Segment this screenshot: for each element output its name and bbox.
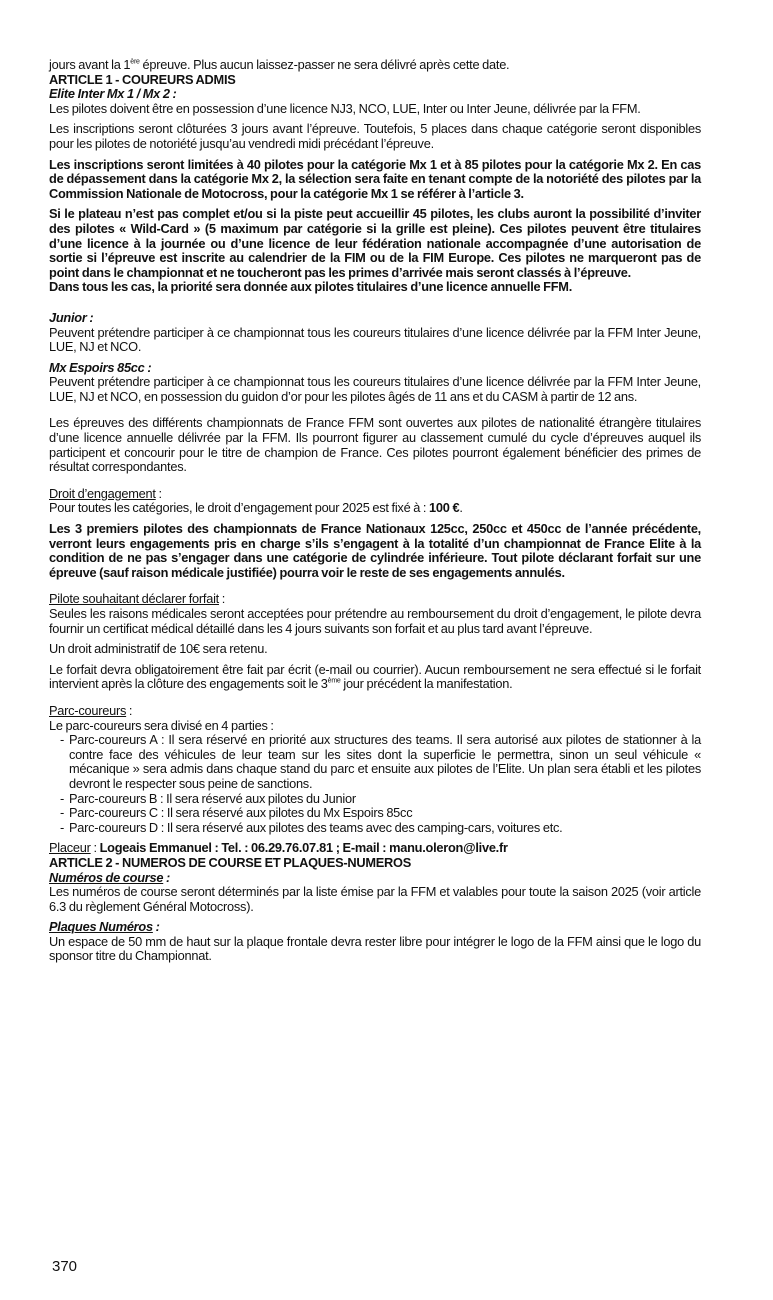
list-item: - Parc-coureurs A : Il sera réservé en priorité aux structures des teams. Il sera autorisé aux pilotes de stationner à la contre face des véhicules de leur team sur les sites dont la superficie le permettra, sinon un seul véhicule « mécanique » sera admis dans chaque stand du parc et ensuite aux pilotes de l’Elite. Un plan sera établi et les pilotes devront le respecter sous peine de sanctions. (60, 733, 701, 791)
droit-engagement-line: Pour toutes les catégories, le droit d’engagement pour 2025 est fixé à : 100 €. (49, 500, 463, 516)
forfait-paragraph-2: Un droit administratif de 10€ sera retenu. (49, 641, 268, 657)
page-number: 370 (52, 1258, 78, 1275)
espoirs-paragraph: Peuvent prétendre participer à ce championnat tous les coureurs titulaires d’une licence délivrée par la FFM Inter Jeune, LUE, NJ et NCO, en possession du guidon d’or pour les pilotes âgés de 11 ans et du CASM à partir de 12 ans. (49, 374, 701, 404)
droit-engagement-bold-paragraph: Les 3 premiers pilotes des championnats de France Nationaux 125cc, 250cc et 450cc de l’année précédente, verront leurs engagements pris en charge s’ils s’engagent à la totalité d’un championnat de France Elite à la condition de ne pas s’engager dans une catégorie de cylindrée inférieure. Tout pilote déclarant forfait sur une épreuve (sauf raison médicale justifiée) pourra voir le reste de ses engagements annulés. (49, 521, 701, 580)
intro-paragraph: jours avant la 1ère épreuve. Plus aucun laissez-passer ne sera délivré après cette date. (49, 57, 510, 72)
parc-coureurs-list (49, 733, 701, 835)
list-item: - Parc-coureurs B : Il sera réservé aux pilotes du Junior (60, 792, 701, 807)
engagement-amount: 100 € (429, 500, 460, 516)
list-item: - Parc-coureurs C : Il sera réservé aux pilotes du Mx Espoirs 85cc (60, 806, 701, 821)
forfait-paragraph-3: Le forfait devra obligatoirement être fait par écrit (e-mail ou courrier). Aucun remboursement ne sera effectué si le forfait intervient après la clôture des engagements soit le 3ème jour précédent la manifestation. (49, 661, 701, 692)
forfait-label: Pilote souhaitant déclarer forfait : (49, 591, 226, 607)
article-2-heading: ARTICLE 2 - NUMEROS DE COURSE ET PLAQUES-NUMEROS (49, 854, 412, 870)
junior-title: Junior : (49, 309, 94, 325)
parc-coureurs-intro: Le parc-coureurs sera divisé en 4 parties : (49, 717, 274, 733)
droit-engagement-label: Droit d’engagement : (49, 485, 162, 501)
espoirs-title: Mx Espoirs 85cc : (49, 359, 152, 375)
placeur-contact: Logeais Emmanuel : Tel. : 06.29.76.07.81 ; E-mail : manu.oleron@live.fr (99, 840, 508, 856)
article-1-heading: ARTICLE 1 - COUREURS ADMIS (49, 71, 236, 87)
numeros-course-title: Numéros de course : (49, 869, 171, 885)
elite-paragraph-1: Les pilotes doivent être en possession d’une licence NJ3, NCO, LUE, Inter ou Inter Jeune, délivrée par la FFM. (49, 100, 641, 116)
plaques-numeros-paragraph: Un espace de 50 mm de haut sur la plaque frontale devra rester libre pour intégrer le logo de la FFM ainsi que le logo du sponsor titre du Championnat. (49, 933, 701, 964)
elite-title: Elite Inter Mx 1 / Mx 2 : (49, 86, 177, 102)
elite-paragraph-3: Les inscriptions seront limitées à 40 pilotes pour la catégorie Mx 1 et à 85 pilotes pour la catégorie Mx 2. En cas de dépassement dans la catégorie Mx 2, la sélection sera faite en tenant compte de la notoriété des pilotes par la Commission Nationale de Motocross, pour la catégorie Mx 1 se référer à l’article 3. (49, 156, 701, 201)
junior-paragraph: Peuvent prétendre participer à ce championnat tous les coureurs titulaires d’une licence délivrée par la FFM Inter Jeune, LUE, NJ et NCO. (49, 324, 701, 355)
placeur-line: Placeur : Logeais Emmanuel : Tel. : 06.29.76.07.81 ; E-mail : manu.oleron@live.fr (49, 840, 508, 856)
plaques-numeros-title: Plaques Numéros : (49, 919, 160, 935)
elite-paragraph-2: Les inscriptions seront clôturées 3 jours avant l’épreuve. Toutefois, 5 places dans chaque catégorie seront disponibles pour les pilotes de notoriété jusqu’au vendredi midi précédant l’épreuve. (49, 121, 701, 151)
elite-paragraph-4: Si le plateau n’est pas complet et/ou si la piste peut accueillir 45 pilotes, les clubs auront la possibilité d’inviter des pilotes « Wild-Card » (5 maximum par catégorie si la grille est pleine). Ces pilotes peuvent être titulaires d’une licence à la journée ou d’une licence de leur fédération nationale accompagnée d’une autorisation de sortie si l’épreuve est inscrite au calendrier de la FIM ou de la FIM Europe. Ces pilotes ne marqueront pas de point dans le championnat et ne toucheront pas les primes d’arrivée mais seront classés à l’épreuve. (49, 206, 701, 280)
elite-paragraph-5: Dans tous les cas, la priorité sera donnée aux pilotes titulaires d’une licence annuelle FFM. (49, 279, 573, 295)
parc-coureurs-label: Parc-coureurs : (49, 702, 133, 718)
numeros-course-paragraph: Les numéros de course seront déterminés par la liste émise par la FFM et valables pour toute la saison 2025 (voir article 6.3 du règlement Général Motocross). (49, 884, 701, 914)
document-page (49, 58, 701, 964)
forfait-paragraph-1: Seules les raisons médicales seront acceptées pour prétendre au remboursement du droit d’engagement, le pilote devra fournir un certificat médical détaillé dans les 4 jours suivants son forfait et au plus tard avant l’épreuve. (49, 606, 701, 636)
list-item: - Parc-coureurs D : Il sera réservé aux pilotes des teams avec des camping-cars, voitures etc. (60, 821, 701, 836)
foreign-pilots-paragraph: Les épreuves des différents championnats de France FFM sont ouvertes aux pilotes de nationalité étrangère titulaires d’une licence annuelle délivrée par la FFM. Ils pourront figurer au classement cumulé du cycle d’épreuves auquel ils participent et concourir pour le titre de champion de France. Ces pilotes pourront également bénéficier des primes de résultat correspondantes. (49, 415, 701, 475)
